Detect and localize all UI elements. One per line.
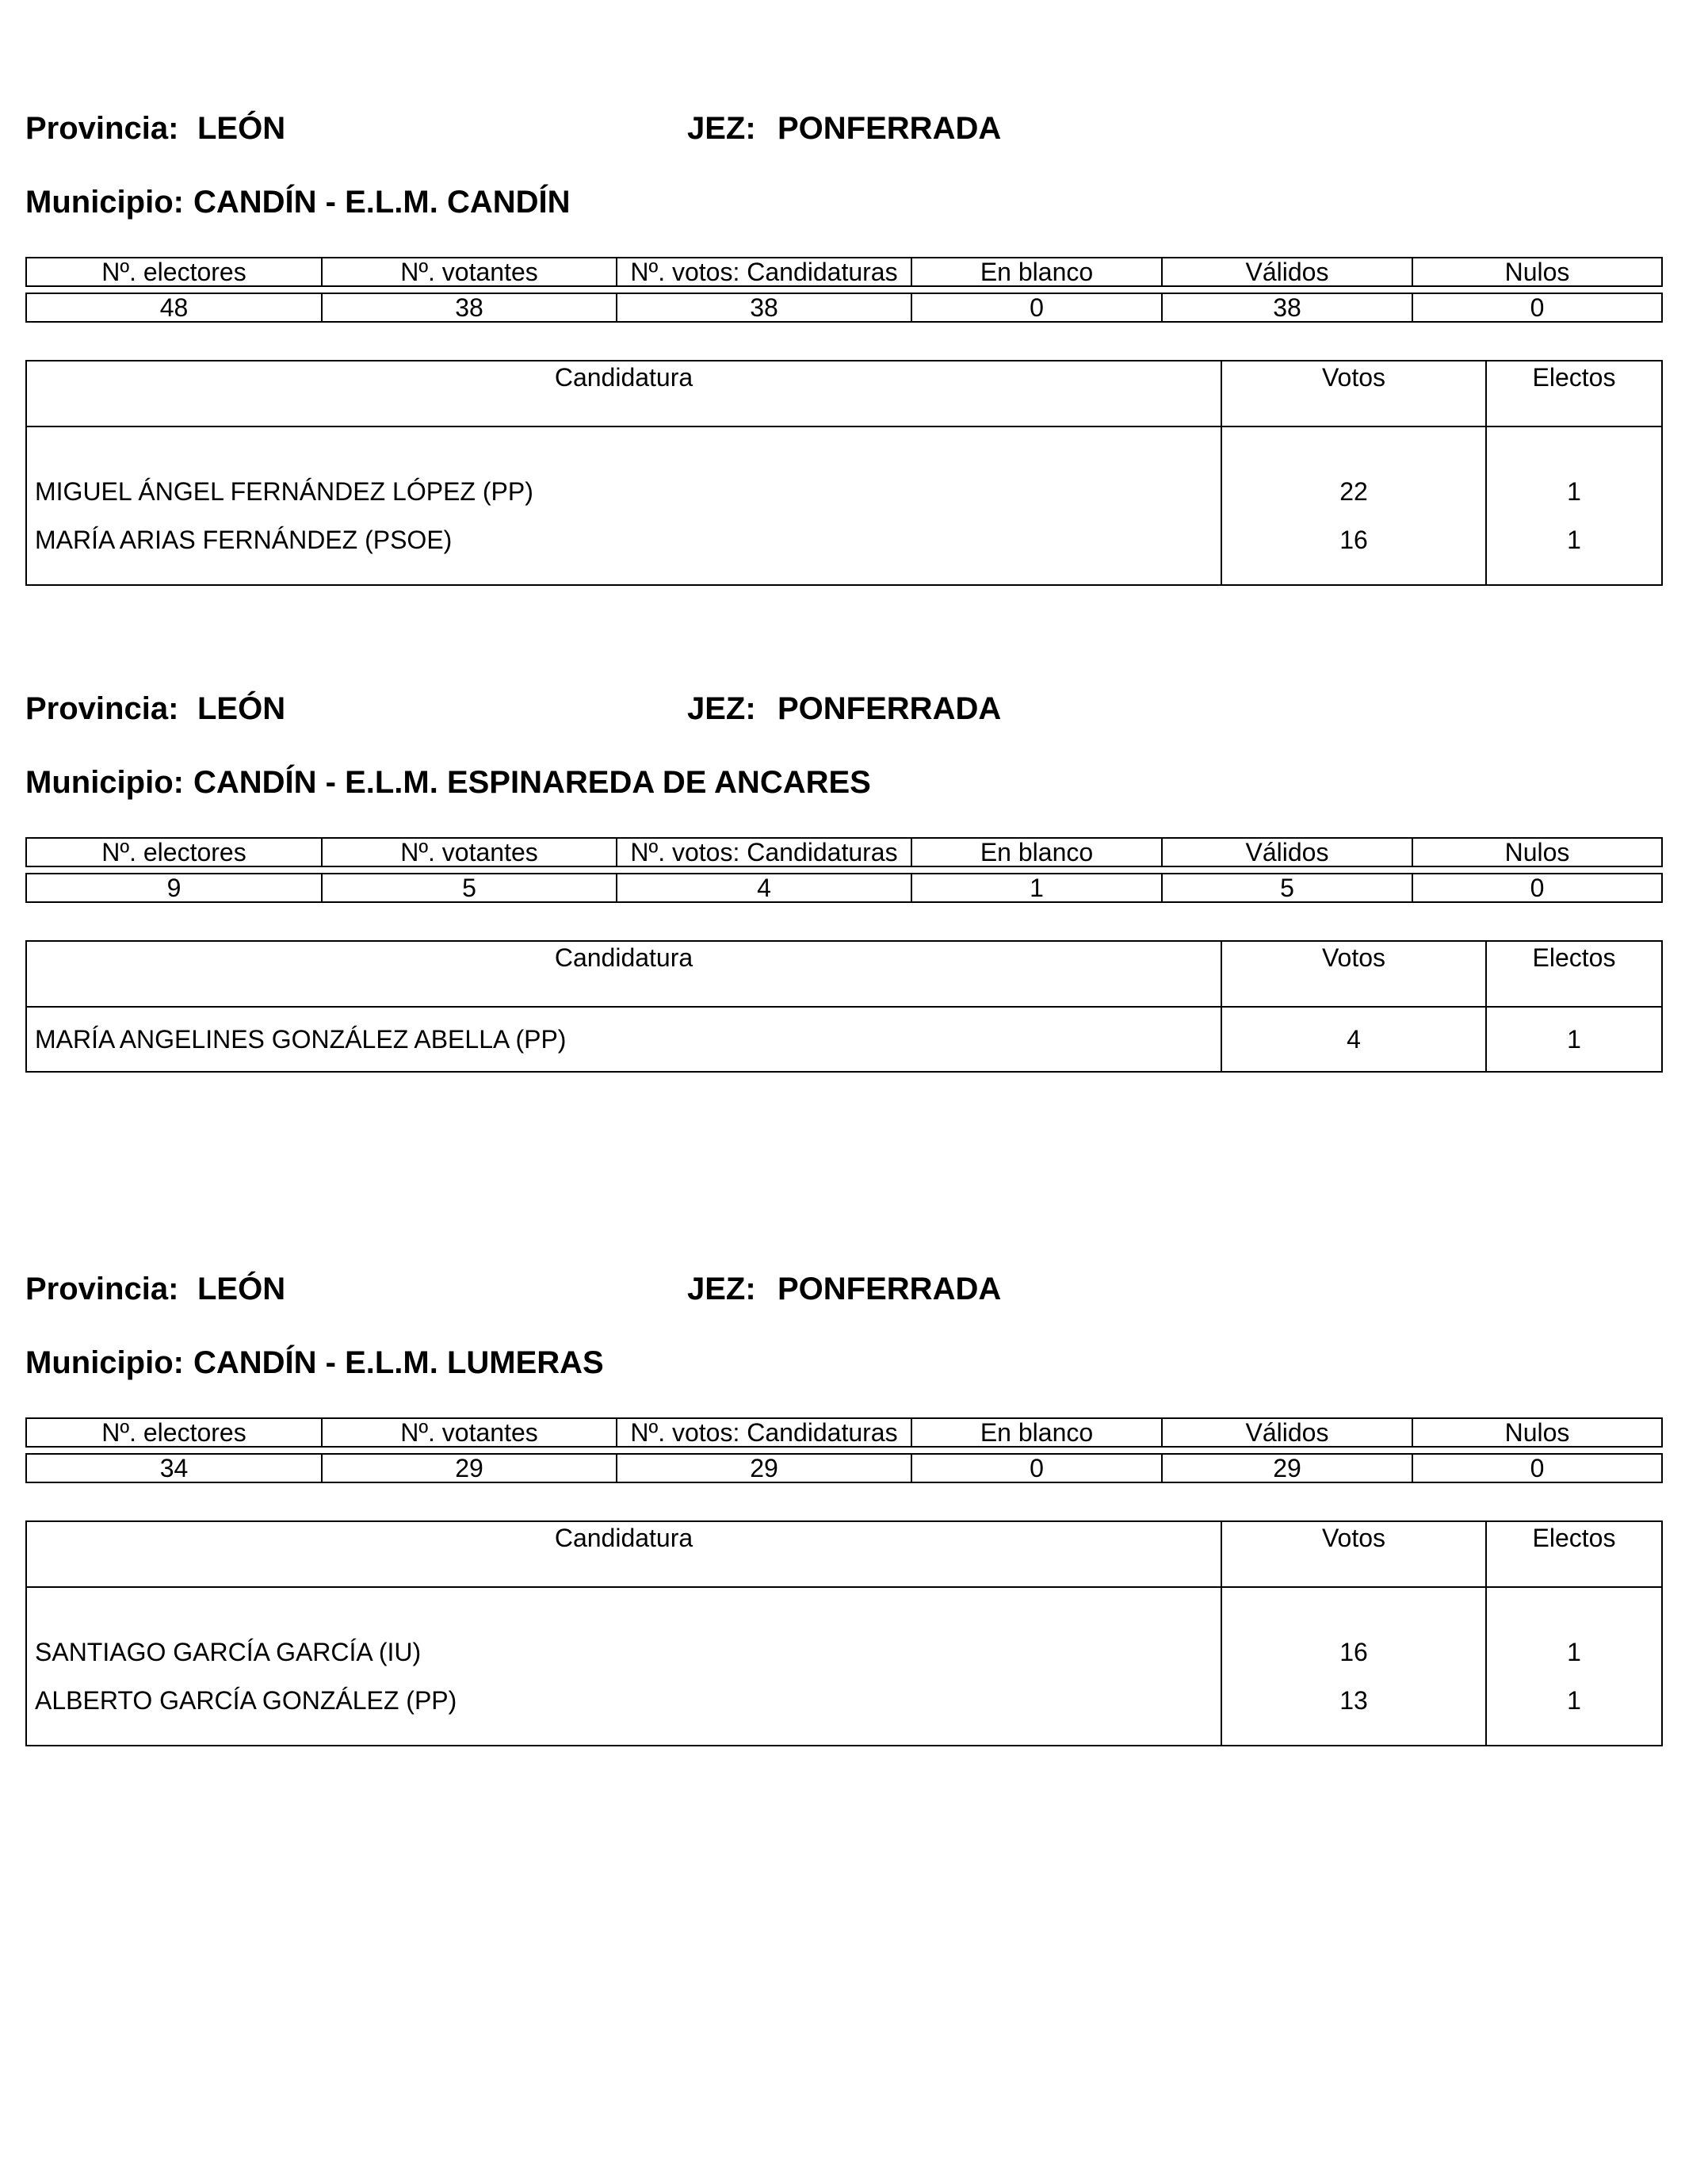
validos-value: 5 xyxy=(1162,874,1412,902)
nulos-value: 0 xyxy=(1412,293,1662,322)
candidatura-header: Candidatura xyxy=(26,941,1221,1007)
stats-header-row xyxy=(26,1418,1662,1447)
candidate-row xyxy=(26,514,1662,585)
municipio-value: CANDÍN - E.L.M. CANDÍN xyxy=(193,185,571,220)
candidate-row xyxy=(26,1587,1662,1675)
provincia-label: Provincia: xyxy=(25,111,179,146)
stats-header-cell: Nulos xyxy=(1412,1418,1662,1447)
candidate-electos: 1 xyxy=(1486,426,1662,514)
votos-candidaturas-value: 4 xyxy=(617,874,911,902)
results-section-candin xyxy=(25,111,1661,554)
stats-value-row xyxy=(26,293,1662,322)
candidatura-header: Candidatura xyxy=(26,1521,1221,1587)
candidate-votos: 22 xyxy=(1221,426,1486,514)
municipio-value: CANDÍN - E.L.M. ESPINAREDA DE ANCARES xyxy=(193,765,871,800)
votos-candidaturas-value: 38 xyxy=(617,293,911,322)
section-header xyxy=(25,111,1661,159)
en-blanco-value: 0 xyxy=(911,1454,1162,1482)
votantes-value: 29 xyxy=(322,1454,617,1482)
votos-header: Votos xyxy=(1221,1521,1486,1587)
stats-header-cell: Nº. votantes xyxy=(322,1418,617,1447)
candidates-header-row xyxy=(26,361,1662,426)
electos-header: Electos xyxy=(1486,361,1662,426)
candidate-name: MIGUEL ÁNGEL FERNÁNDEZ LÓPEZ (PP) xyxy=(26,426,1221,514)
votantes-value: 5 xyxy=(322,874,617,902)
results-section-espinareda xyxy=(25,691,1661,1054)
votos-header: Votos xyxy=(1221,941,1486,1007)
jez-label: JEZ: xyxy=(687,111,756,146)
stats-value-row xyxy=(26,1454,1662,1482)
electores-value: 34 xyxy=(26,1454,322,1482)
votos-header: Votos xyxy=(1221,361,1486,426)
candidate-name: MARÍA ARIAS FERNÁNDEZ (PSOE) xyxy=(26,514,1221,585)
municipio-title xyxy=(25,1345,604,1381)
jez-value: PONFERRADA xyxy=(778,691,1002,726)
candidate-electos: 1 xyxy=(1486,1587,1662,1675)
jez-label: JEZ: xyxy=(687,1272,756,1306)
stats-table xyxy=(25,1417,1663,1483)
candidatura-header: Candidatura xyxy=(26,361,1221,426)
electos-header: Electos xyxy=(1486,1521,1662,1587)
municipio-value: CANDÍN - E.L.M. LUMERAS xyxy=(193,1345,604,1380)
stats-header-cell: Nº. votos: Candidaturas xyxy=(617,1418,911,1447)
stats-header-row xyxy=(26,258,1662,286)
stats-value-row xyxy=(26,874,1662,902)
jez-value: PONFERRADA xyxy=(778,111,1002,146)
candidates-table xyxy=(25,360,1663,586)
stats-header-cell: En blanco xyxy=(911,1418,1162,1447)
en-blanco-value: 0 xyxy=(911,293,1162,322)
nulos-value: 0 xyxy=(1412,874,1662,902)
nulos-value: 0 xyxy=(1412,1454,1662,1482)
stats-header-cell: Nulos xyxy=(1412,258,1662,286)
candidate-electos: 1 xyxy=(1486,1675,1662,1746)
provincia-value: LEÓN xyxy=(197,111,286,146)
stats-header-cell: En blanco xyxy=(911,838,1162,866)
results-section-lumeras xyxy=(25,1272,1661,1715)
provincia-label: Provincia: xyxy=(25,1272,179,1306)
votantes-value: 38 xyxy=(322,293,617,322)
section-header xyxy=(25,1272,1661,1319)
electos-header: Electos xyxy=(1486,941,1662,1007)
candidate-name: MARÍA ANGELINES GONZÁLEZ ABELLA (PP) xyxy=(26,1007,1221,1072)
candidate-row xyxy=(26,1007,1662,1072)
candidates-header-row xyxy=(26,941,1662,1007)
stats-header-cell: Nº. votantes xyxy=(322,258,617,286)
candidate-row xyxy=(26,1675,1662,1746)
candidate-votos: 16 xyxy=(1221,514,1486,585)
municipio-label: Municipio: xyxy=(25,765,184,800)
validos-value: 29 xyxy=(1162,1454,1412,1482)
candidate-name: SANTIAGO GARCÍA GARCÍA (IU) xyxy=(26,1587,1221,1675)
stats-table xyxy=(25,837,1663,903)
stats-header-cell: Nº. electores xyxy=(26,1418,322,1447)
candidate-electos: 1 xyxy=(1486,514,1662,585)
electores-value: 9 xyxy=(26,874,322,902)
candidate-row xyxy=(26,426,1662,514)
electores-value: 48 xyxy=(26,293,322,322)
candidate-votos: 16 xyxy=(1221,1587,1486,1675)
stats-header-cell: Válidos xyxy=(1162,1418,1412,1447)
en-blanco-value: 1 xyxy=(911,874,1162,902)
provincia-label: Provincia: xyxy=(25,691,179,726)
section-header xyxy=(25,691,1661,739)
stats-header-cell: Válidos xyxy=(1162,838,1412,866)
municipio-label: Municipio: xyxy=(25,1345,184,1380)
provincia-value: LEÓN xyxy=(197,1272,286,1306)
candidates-table xyxy=(25,940,1663,1073)
provincia-value: LEÓN xyxy=(197,691,286,726)
municipio-title xyxy=(25,185,571,220)
candidate-votos: 13 xyxy=(1221,1675,1486,1746)
stats-header-cell: Nº. votantes xyxy=(322,838,617,866)
stats-header-row xyxy=(26,838,1662,866)
stats-header-cell: Nº. electores xyxy=(26,838,322,866)
candidates-header-row xyxy=(26,1521,1662,1587)
jez-label: JEZ: xyxy=(687,691,756,726)
candidate-name: ALBERTO GARCÍA GONZÁLEZ (PP) xyxy=(26,1675,1221,1746)
jez-value: PONFERRADA xyxy=(778,1272,1002,1306)
validos-value: 38 xyxy=(1162,293,1412,322)
candidate-votos: 4 xyxy=(1221,1007,1486,1072)
stats-header-cell: Nulos xyxy=(1412,838,1662,866)
stats-table xyxy=(25,257,1663,323)
stats-header-cell: Nº. electores xyxy=(26,258,322,286)
stats-header-cell: En blanco xyxy=(911,258,1162,286)
stats-header-cell: Nº. votos: Candidaturas xyxy=(617,838,911,866)
municipio-label: Municipio: xyxy=(25,185,184,220)
stats-header-cell: Válidos xyxy=(1162,258,1412,286)
votos-candidaturas-value: 29 xyxy=(617,1454,911,1482)
stats-header-cell: Nº. votos: Candidaturas xyxy=(617,258,911,286)
candidate-electos: 1 xyxy=(1486,1007,1662,1072)
candidates-table xyxy=(25,1520,1663,1746)
municipio-title xyxy=(25,765,871,801)
